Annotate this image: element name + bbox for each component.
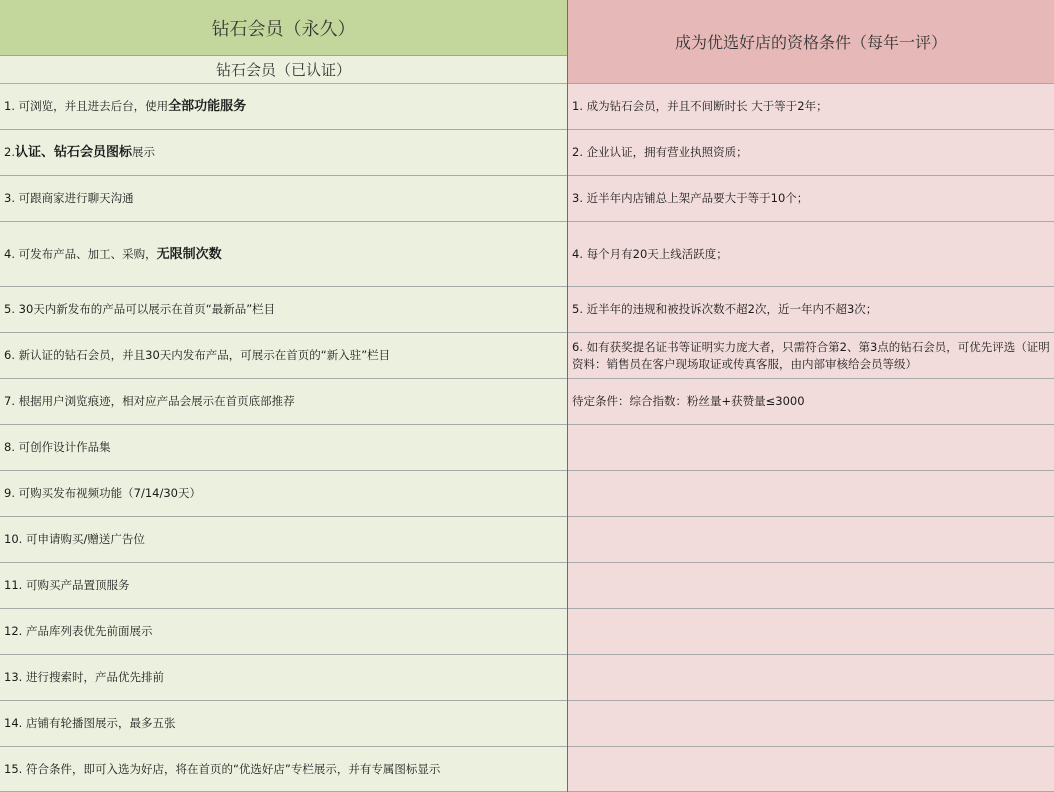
- benefit-strong: 无限制次数: [156, 246, 222, 262]
- benefit-text: 13. 进行搜索时，产品优先排前: [4, 670, 164, 684]
- benefit-text: 2.: [4, 145, 15, 159]
- left-header-subtitle: 钻石会员（已认证）: [0, 56, 567, 84]
- benefit-row-12[interactable]: [0, 609, 567, 655]
- condition-row-7[interactable]: [568, 379, 1054, 425]
- benefit-text: 1. 可浏览，并且进去后台，使用: [4, 99, 169, 113]
- condition-row-15[interactable]: [568, 747, 1054, 792]
- condition-row-8[interactable]: [568, 425, 1054, 471]
- benefit-row-2[interactable]: [0, 130, 567, 176]
- benefit-text: 14. 店铺有轮播图展示，最多五张: [4, 716, 176, 730]
- benefit-row-9[interactable]: [0, 471, 567, 517]
- benefit-text: 4. 可发布产品、加工、采购，: [4, 246, 157, 261]
- condition-text: 4. 每个月有20天上线活跃度；: [572, 246, 728, 261]
- benefit-text: 9. 可购买发布视频功能（7/14/30天）: [4, 486, 201, 500]
- condition-text: 1. 成为钻石会员，并且不间断时长 大于等于2年；: [572, 99, 828, 113]
- benefit-text: 12. 产品库列表优先前面展示: [4, 624, 153, 638]
- benefit-row-8[interactable]: [0, 425, 567, 471]
- benefit-text: 6. 新认证的钻石会员，并且30天内发布产品，可展示在首页的“新入驻”栏目: [4, 348, 391, 362]
- benefit-row-7[interactable]: [0, 379, 567, 425]
- benefit-text: 11. 可购买产品置顶服务: [4, 578, 130, 592]
- benefit-row-13[interactable]: [0, 655, 567, 701]
- benefit-text: 3. 可跟商家进行聊天沟通: [4, 191, 134, 205]
- benefit-suffix: 展示: [132, 145, 155, 159]
- condition-row-10[interactable]: [568, 517, 1054, 563]
- benefit-text: 15. 符合条件，即可入选为好店，将在首页的“优选好店”专栏展示，并有专属图标显示: [4, 761, 441, 776]
- benefit-row-14[interactable]: [0, 701, 567, 747]
- left-header-title: 钻石会员（永久）: [0, 0, 567, 56]
- condition-row-13[interactable]: [568, 655, 1054, 701]
- benefit-strong: 全部功能服务: [168, 99, 247, 114]
- condition-row-4[interactable]: [568, 222, 1054, 287]
- condition-row-11[interactable]: [568, 563, 1054, 609]
- condition-row-9[interactable]: [568, 471, 1054, 517]
- benefit-row-4[interactable]: [0, 222, 567, 287]
- condition-row-12[interactable]: [568, 609, 1054, 655]
- benefit-text: 5. 30天内新发布的产品可以展示在首页“最新品”栏目: [4, 302, 276, 316]
- benefit-row-1[interactable]: [0, 84, 567, 130]
- benefit-text: 8. 可创作设计作品集: [4, 440, 111, 454]
- benefit-row-11[interactable]: [0, 563, 567, 609]
- condition-text: 待定条件：综合指数：粉丝量+获赞量≤3000: [572, 394, 805, 408]
- condition-row-2[interactable]: [568, 130, 1054, 176]
- condition-row-3[interactable]: [568, 176, 1054, 222]
- condition-text: 2. 企业认证，拥有营业执照资质；: [572, 145, 748, 159]
- benefit-row-15[interactable]: [0, 747, 567, 792]
- right-header-title: 成为优选好店的资格条件（每年一评）: [568, 0, 1054, 84]
- benefit-row-5[interactable]: [0, 287, 567, 333]
- condition-text: 6. 如有获奖提名证书等证明实力庞大者，只需符合第2、第3点的钻石会员，可优先评选（证明资料：销售员在客户现场取证或传真客服，由内部审核给会员等级）: [572, 339, 1050, 371]
- benefit-text: 7. 根据用户浏览痕迹，相对应产品会展示在首页底部推荐: [4, 394, 295, 408]
- qualification-column: [568, 0, 1054, 792]
- benefit-row-6[interactable]: [0, 333, 567, 379]
- condition-row-14[interactable]: [568, 701, 1054, 747]
- condition-text: 3. 近半年内店铺总上架产品要大于等于10个；: [572, 191, 809, 205]
- condition-row-5[interactable]: [568, 287, 1054, 333]
- condition-row-6[interactable]: [568, 333, 1054, 379]
- benefit-strong: 认证、钻石会员图标: [14, 145, 132, 160]
- condition-row-1[interactable]: [568, 84, 1054, 130]
- benefit-text: 10. 可申请购买/赠送广告位: [4, 532, 145, 546]
- benefit-row-3[interactable]: [0, 176, 567, 222]
- benefit-row-10[interactable]: [0, 517, 567, 563]
- condition-text: 5. 近半年的违规和被投诉次数不超2次，近一年内不超3次；: [572, 302, 878, 316]
